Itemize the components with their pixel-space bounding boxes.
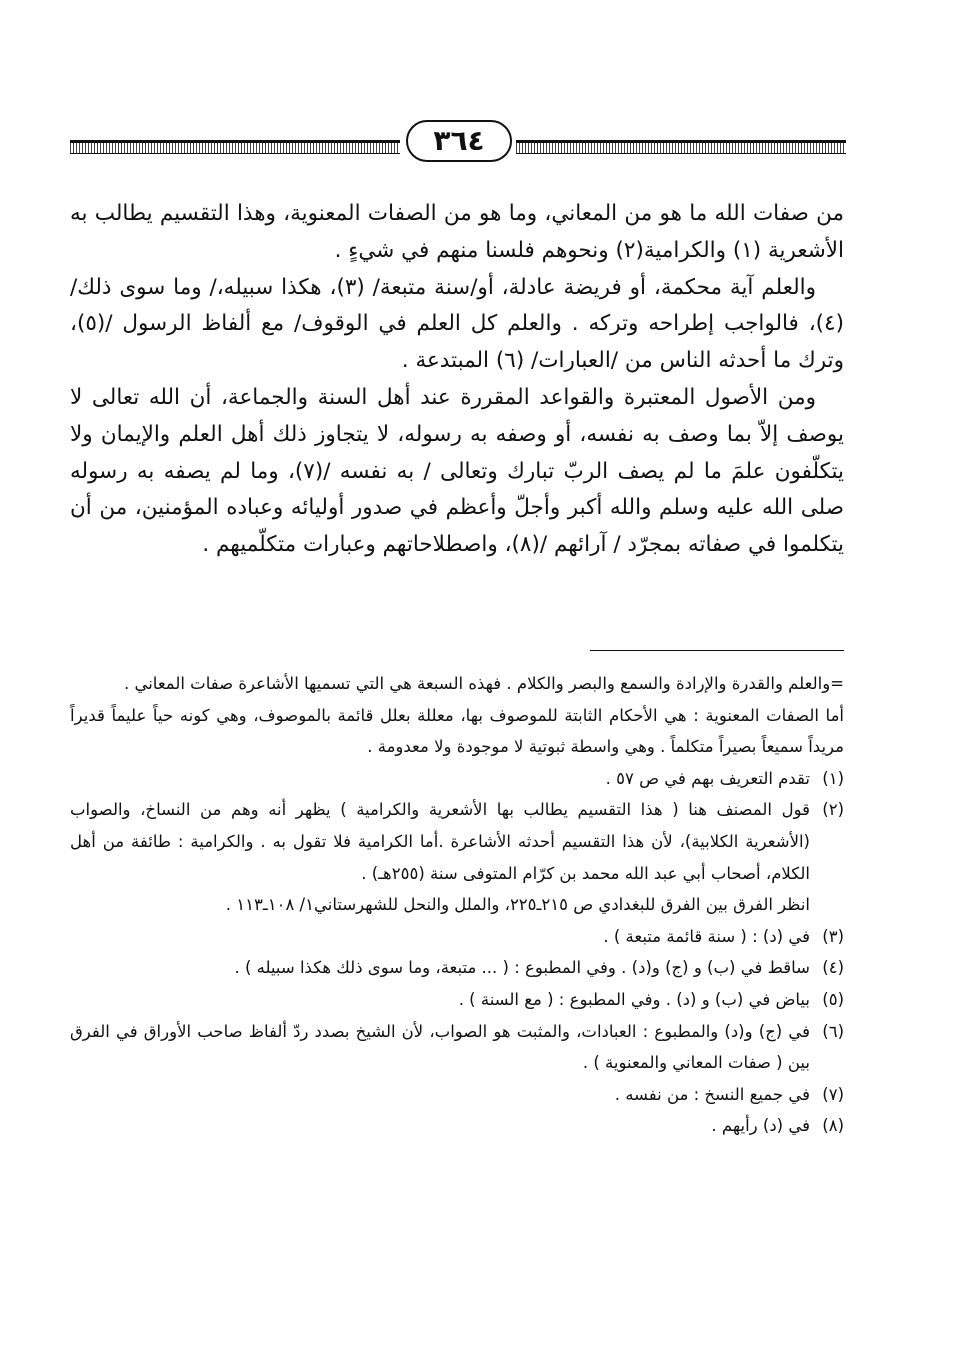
page-header bbox=[70, 118, 846, 164]
footnote-separator bbox=[590, 650, 844, 651]
footnote-continuation-1: =والعلم والقدرة والإرادة والسمع والبصر والكلام . فهذه السبعة هي التي تسميها الأشاعرة صفات المعاني . bbox=[123, 674, 844, 693]
footnote-number: (٣) bbox=[822, 926, 844, 946]
footnote-item bbox=[70, 889, 844, 921]
main-paragraph-2: والعلم آية محكمة، أو فريضة عادلة، أو/سنة متبعة/ (٣)، هكذا سبيله،/ وما سوى ذلك/ (٤)، فالواجب إطراحه وتركه . والعلم كل العلم في الوقوف/ مع ألفاظ الرسول /(٥)، وترك ما أحدثه الناس من /العبارات/ (٦) المبتدعة . bbox=[70, 274, 844, 374]
footnote-number: (٥) bbox=[822, 989, 844, 1009]
footnote-text: في جميع النسخ : من نفسه . bbox=[614, 1084, 810, 1104]
main-text bbox=[70, 196, 844, 564]
main-paragraph-3: ومن الأصول المعتبرة والقواعد المقررة عند أهل السنة والجماعة، أن الله تعالى لا يوصف إلاّ بما وصف به نفسه، أو وصفه به رسوله، لا يتجاوز ذلك أهل العلم والإيمان ولا يتكلّفون علمَ ما لم يصف الربّ تبارك وتعالى / به نفسه /(٧)، وما لم يصفه به رسوله صلى الله عليه وسلم والله أكبر وأجلّ وأعظم في صدور أوليائه وعباده المؤمنين، من أن يتكلموا في صفاته بمجرّد / آرائهم /(٨)، واصطلاحاتهم وعبارات متكلّميهم . bbox=[70, 384, 844, 558]
footnotes bbox=[70, 668, 844, 1142]
footnote-number: (٤) bbox=[822, 958, 844, 978]
footnote-continuation-2: أما الصفات المعنوية : هي الأحكام الثابتة للموصوف بها، معللة بعلل قائمة بالموصوف، وهي كونه حياً عليماً قديراً مريداً سميعاً بصيراً متكلماً . وهي واسطة ثبوتية لا موجودة ولا معدومة . bbox=[70, 705, 844, 757]
footnote-number: (٢) bbox=[822, 800, 844, 820]
footnote-text: في (د) : ( سنة قائمة متبعة ) . bbox=[603, 926, 810, 946]
footnote-item bbox=[70, 1110, 844, 1142]
footnote-item bbox=[70, 763, 844, 795]
main-paragraph-1: من صفات الله ما هو من المعاني، وما هو من الصفات المعنوية، وهذا التقسيم يطالب به الأشعرية (١) والكرامية(٢) ونحوهم فلسنا منهم في شيءٍ . bbox=[70, 201, 844, 263]
footnote-number: (٨) bbox=[822, 1116, 844, 1136]
header-rule-right bbox=[516, 140, 846, 154]
footnote-item bbox=[70, 921, 844, 953]
footnote-text: ساقط في (ب) و (ج) و(د) . وفي المطبوع : ( ... متبعة، وما سوى ذلك هكذا سبيله ) . bbox=[234, 958, 810, 978]
footnote-item bbox=[70, 1079, 844, 1111]
header-rule-left bbox=[70, 140, 400, 154]
page-number: ٣٦٤ bbox=[406, 120, 512, 162]
footnote-text: في (د) رأيهم . bbox=[711, 1116, 810, 1136]
footnote-item bbox=[70, 984, 844, 1016]
footnote-text: قول المصنف هنا ( هذا التقسيم يطالب بها الأشعرية والكرامية ) يظهر أنه وهم من النساخ، والصواب (الأشعرية الكلابية)، لأن هذا التقسيم أحدثه الأشاعرة .أما الكرامية فلا تقول به . والكرامية : طائفة من أهل الكلام، أصحاب أبي عبد الله محمد بن كرّام المتوفى سنة (٢٥٥هـ) . bbox=[70, 800, 810, 883]
footnote-number: (٦) bbox=[822, 1021, 844, 1041]
footnote-item bbox=[70, 794, 844, 889]
footnote-text: تقدم التعريف بهم في ص ٥٧ . bbox=[605, 768, 810, 788]
footnote-item bbox=[70, 952, 844, 984]
footnote-text: في (ج) و(د) والمطبوع : العبادات، والمثبت هو الصواب، لأن الشيخ بصدد ردّ ألفاظ صاحب الأوراق في الفرق بين ( صفات المعاني والمعنوية ) . bbox=[70, 1021, 810, 1073]
footnote-item bbox=[70, 1016, 844, 1079]
footnote-number: (١) bbox=[822, 768, 844, 788]
footnote-text: بياض في (ب) و (د) . وفي المطبوع : ( مع السنة ) . bbox=[458, 989, 810, 1009]
footnote-number: (٧) bbox=[822, 1084, 844, 1104]
footnote-text: انظر الفرق بين الفرق للبغدادي ص ٢١٥ـ٢٢٥، والملل والنحل للشهرستاني١/ ١٠٨ـ١١٣ . bbox=[225, 895, 810, 915]
